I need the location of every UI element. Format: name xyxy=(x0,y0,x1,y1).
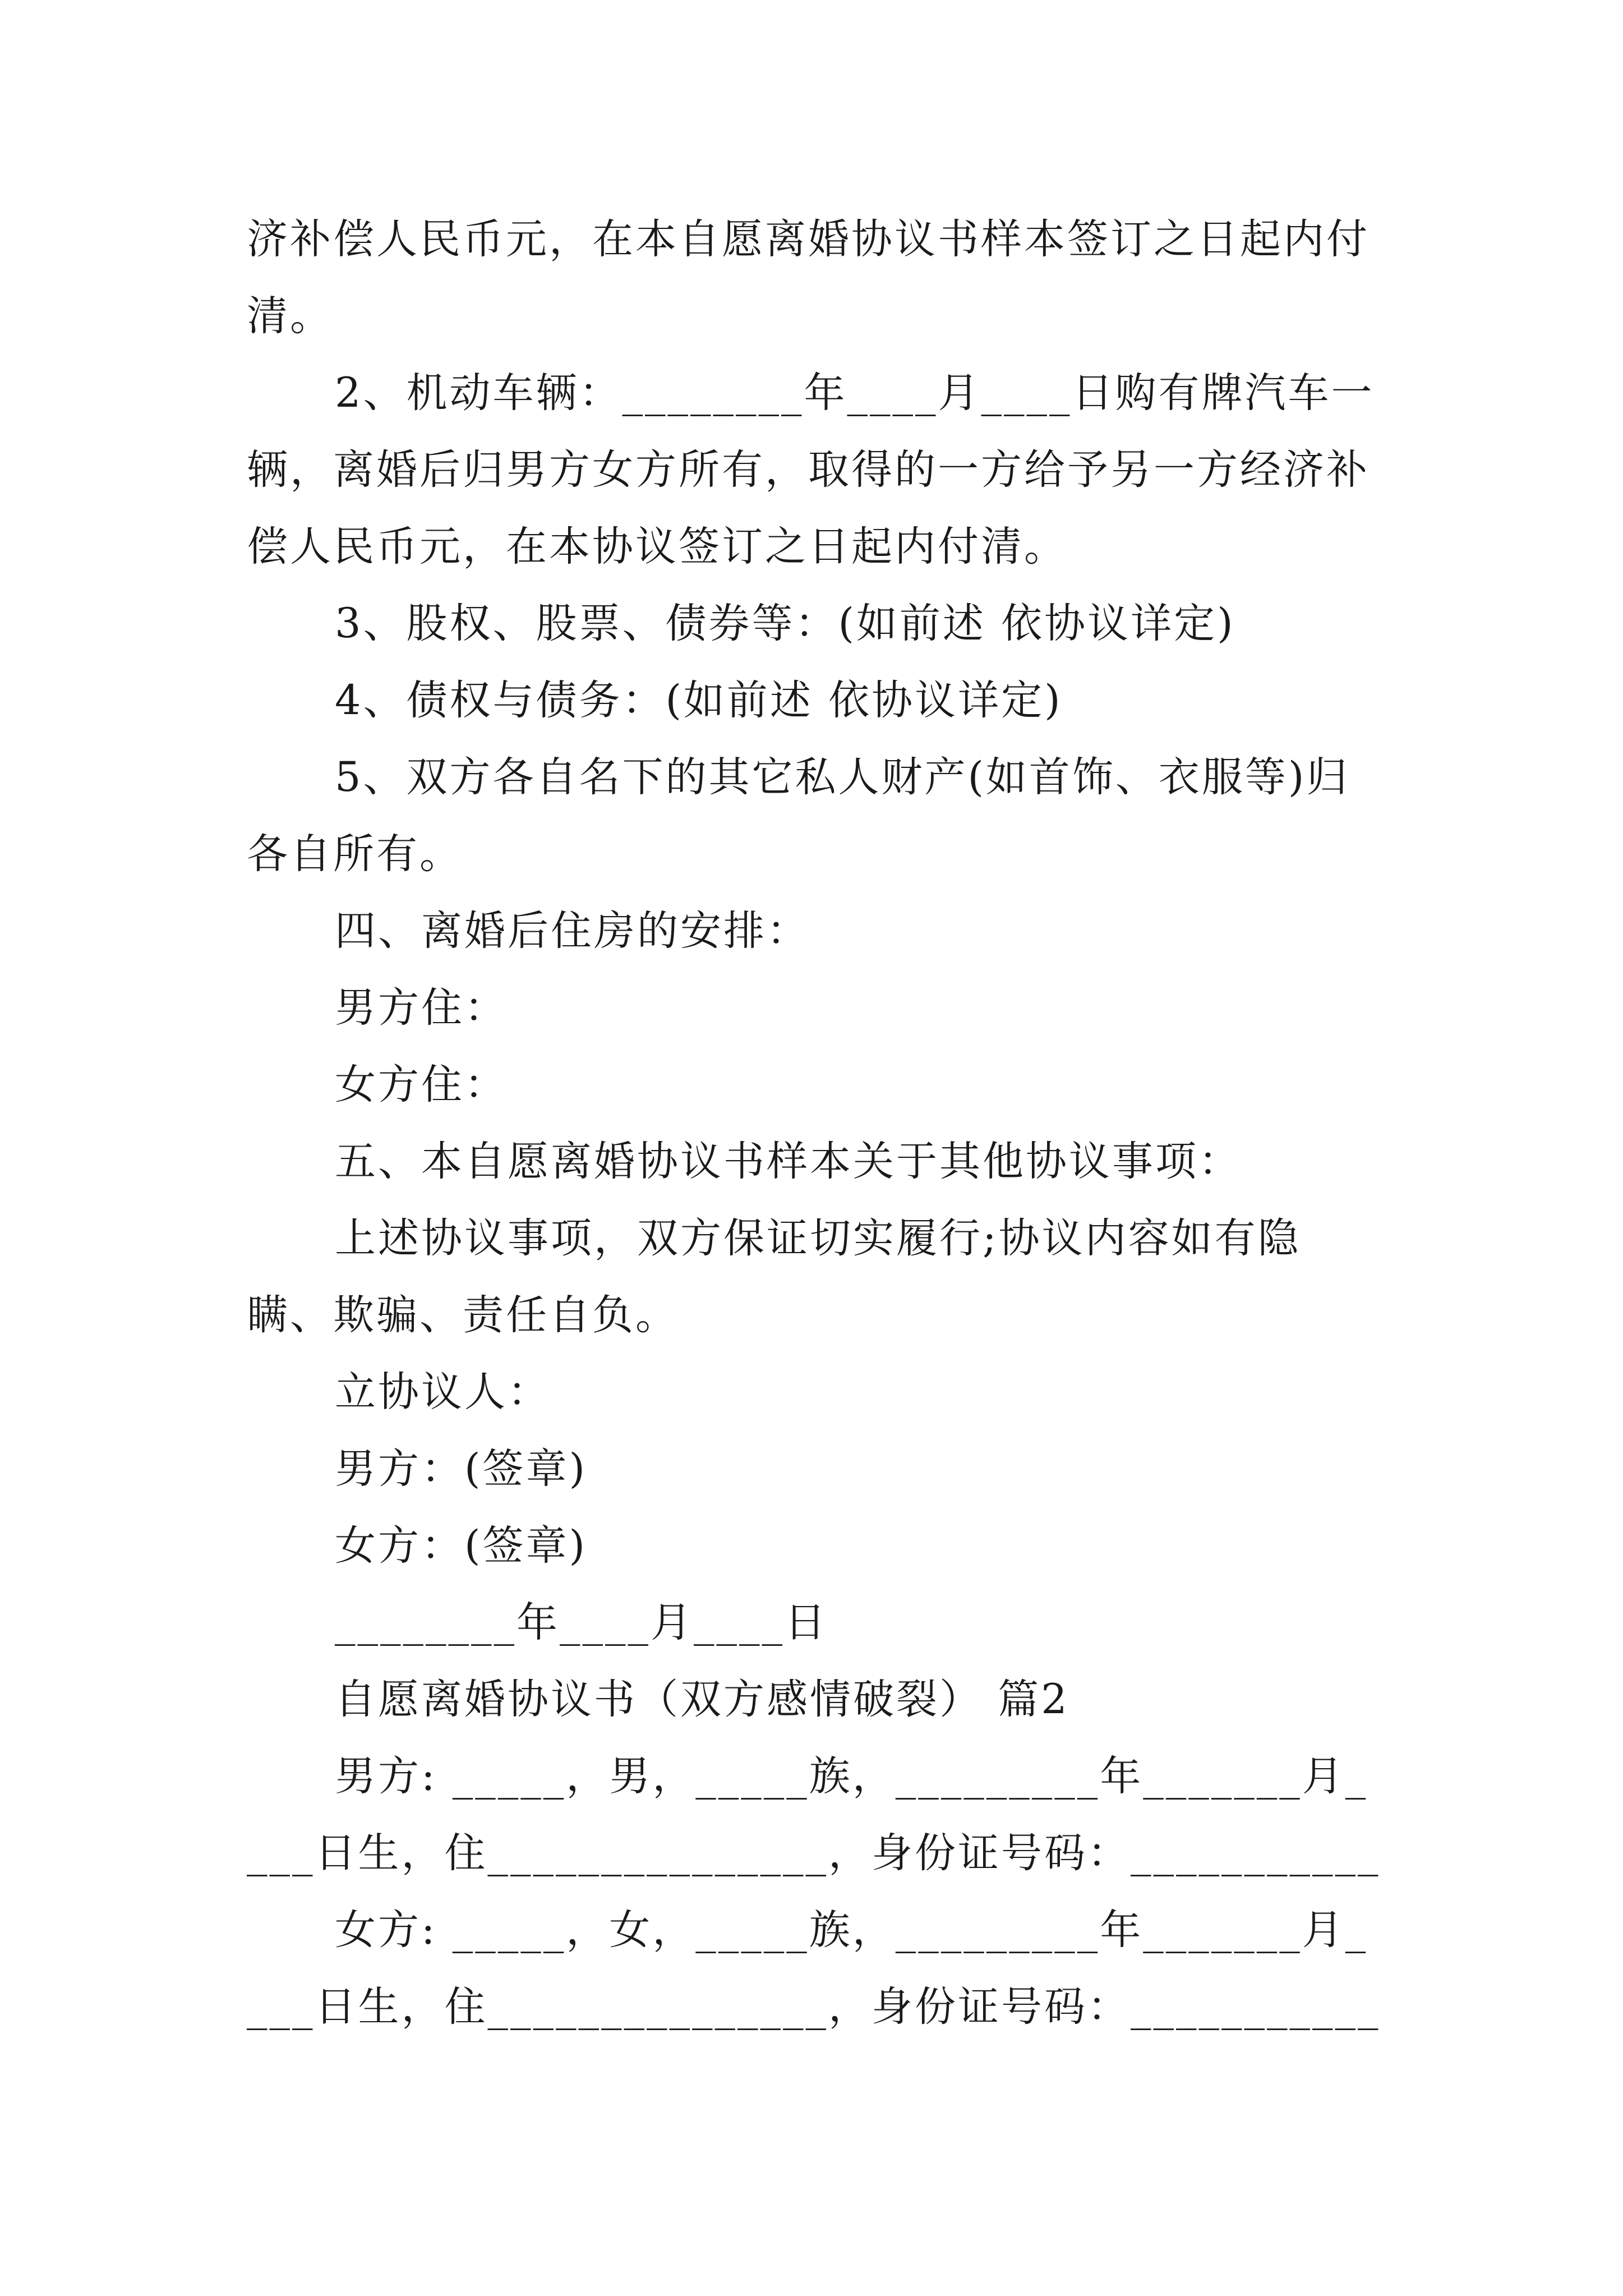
section-heading-housing: 四、离婚后住房的安排： xyxy=(335,907,810,955)
male-info-paragraph: 男方: _____，男，_____族，_________年_______月____日生，住_______________，身份证号码：___________ xyxy=(247,1752,1381,1877)
paragraph-2: 2、机动车辆：________年____月____日购有牌汽车一辆，离婚后归男方女方所有，取得的一方给予另一方经济补偿人民币元，在本协议签订之日起内付清。 xyxy=(247,369,1375,570)
paragraph-3: 3、股权、股票、债券等：(如前述 依协议详定) xyxy=(335,600,1235,647)
paragraph-male-housing: 男方住： xyxy=(335,984,508,1032)
section-heading-other: 五、本自愿离婚协议书样本关于其他协议事项： xyxy=(335,1138,1242,1185)
paragraph-guarantee: 上述协议事项，双方保证切实履行;协议内容如有隐瞒、欺骗、责任自负。 xyxy=(247,1214,1301,1339)
date-line: ________年____月____日 xyxy=(335,1599,828,1646)
paragraph-4: 4、债权与债务：(如前述 依协议详定) xyxy=(335,677,1063,724)
signatories-label: 立协议人： xyxy=(335,1368,551,1416)
male-signature-line: 男方：(签章) xyxy=(335,1445,587,1493)
female-info-paragraph: 女方: _____，女，_____族，_________年_______月____日生，住_______________，身份证号码：___________ xyxy=(247,1906,1381,2031)
section-title-part-2: 自愿离婚协议书（双方感情破裂） 篇2 xyxy=(335,1676,1069,1723)
document-body xyxy=(247,201,1385,2045)
female-signature-line: 女方：(签章) xyxy=(335,1522,587,1570)
paragraph-female-housing: 女方住： xyxy=(335,1061,508,1108)
paragraph-1: 济补偿人民币元，在本自愿离婚协议书样本签订之日起内付清。 xyxy=(247,215,1370,340)
paragraph-5: 5、双方各自名下的其它私人财产(如首饰、衣服等)归各自所有。 xyxy=(247,753,1350,878)
